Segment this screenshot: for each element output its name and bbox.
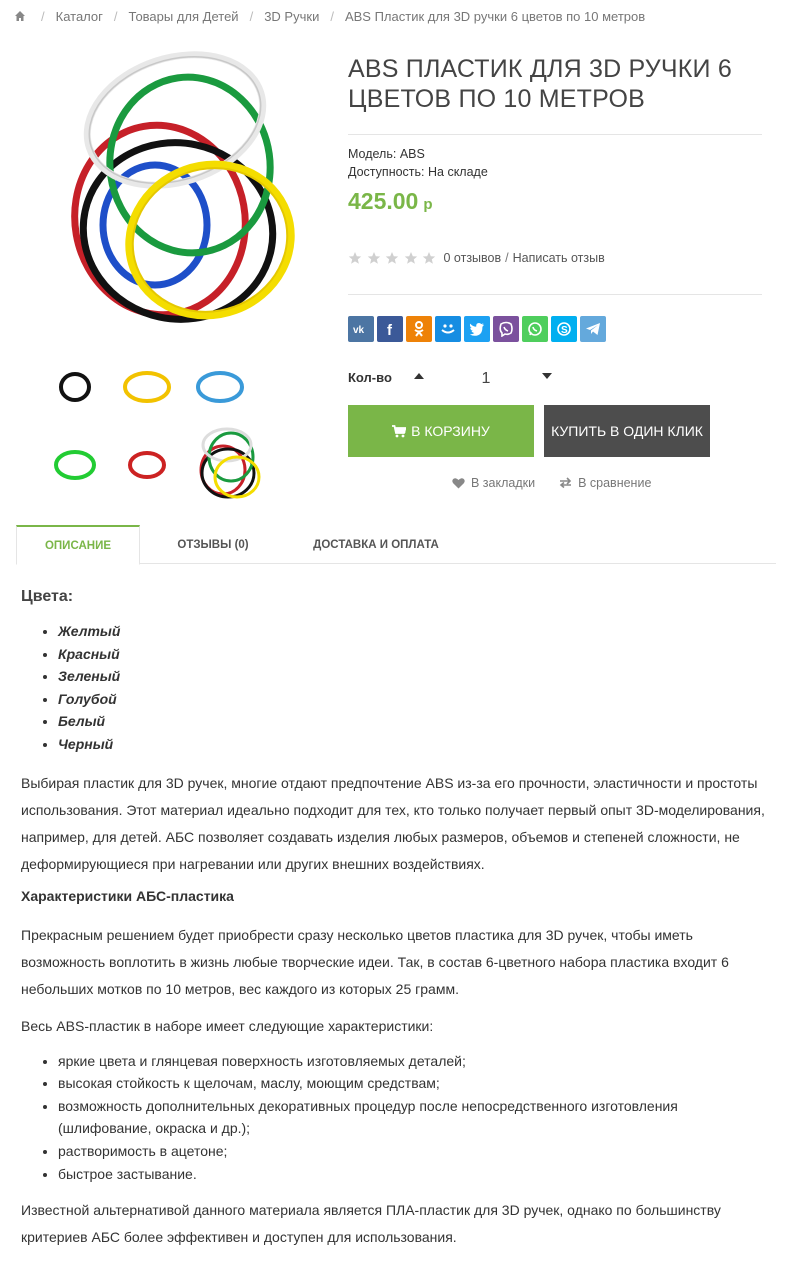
star-icon bbox=[404, 251, 418, 265]
thumbnail-black[interactable] bbox=[40, 352, 110, 422]
viber-icon bbox=[498, 321, 514, 337]
divider bbox=[348, 134, 762, 135]
product-main-image[interactable] bbox=[50, 45, 299, 330]
quantity-increase-icon[interactable] bbox=[410, 368, 428, 384]
tab-delivery[interactable]: ДОСТАВКА И ОПЛАТА bbox=[313, 538, 439, 551]
breadcrumb-3d-pens[interactable]: 3D Ручки bbox=[264, 8, 320, 24]
home-icon[interactable] bbox=[14, 10, 26, 22]
availability-label: Доступность: bbox=[348, 165, 425, 179]
breadcrumb-separator: / bbox=[249, 8, 254, 24]
description-paragraph: Выбирая пластик для 3D ручек, многие отдают предпочтение ABS из-за его прочности, эластичности и простоты использования. Этот материал идеально подходит для тех, кто только получает первый опыт 3D-моделирования, например, для детей. АБС позволяет создавать изделия любых размеров, объемов и степеней сложности, не деформирующиеся при нагревании или других внешних воздействиях. bbox=[21, 774, 765, 872]
star-icon bbox=[367, 251, 381, 265]
description-content bbox=[21, 588, 771, 1261]
breadcrumb bbox=[14, 6, 645, 26]
list-item: • Желтый bbox=[58, 620, 771, 643]
buy-one-click-button[interactable] bbox=[544, 405, 710, 457]
breadcrumb-kids[interactable]: Товары для Детей bbox=[128, 8, 239, 24]
vk-icon bbox=[353, 324, 369, 334]
description-paragraph: Известной альтернативой данного материала является ПЛА-пластик для 3D ручек, однако по большинству критериев АБС более эффективен и доступен для использования. bbox=[21, 1202, 721, 1246]
star-icon bbox=[348, 251, 362, 265]
share-telegram-button[interactable] bbox=[580, 316, 606, 342]
svg-text:f: f bbox=[387, 322, 392, 337]
price-currency: р bbox=[423, 196, 433, 213]
quantity-input[interactable] bbox=[460, 366, 512, 392]
rating bbox=[348, 251, 605, 265]
share-odnoklassniki-button[interactable] bbox=[406, 316, 432, 342]
list-item: • высокая стойкость к щелочам, маслу, моющим средствам; bbox=[58, 1072, 771, 1095]
availability-value: На складе bbox=[428, 165, 488, 179]
thumbnail-green[interactable] bbox=[40, 430, 110, 500]
share-vk-button[interactable] bbox=[348, 316, 374, 342]
list-item: • Голубой bbox=[58, 688, 771, 711]
share-viber-button[interactable] bbox=[493, 316, 519, 342]
add-to-cart-button[interactable] bbox=[348, 405, 534, 457]
description-paragraph: Прекрасным решением будет приобрести сразу несколько цветов пластика для 3D ручек, чтобы иметь возможность воплотить в жизнь любые творческие идеи. Так, в состав 6-цветного набора пластика входит 6 небольших мотков по 10 метров, вес каждого из которых 25 грамм. bbox=[21, 926, 729, 997]
heart-icon bbox=[452, 477, 465, 489]
star-icon bbox=[385, 251, 399, 265]
colors-list bbox=[58, 620, 771, 756]
share-skype-button[interactable] bbox=[551, 316, 577, 342]
share-twitter-button[interactable] bbox=[464, 316, 490, 342]
svg-text:S: S bbox=[561, 325, 568, 336]
star-icon bbox=[422, 251, 436, 265]
buy-one-click-label: КУПИТЬ В ОДИН КЛИК bbox=[551, 423, 703, 439]
compare-label: В сравнение bbox=[578, 476, 652, 490]
list-item: • растворимость в ацетоне; bbox=[58, 1140, 771, 1163]
price bbox=[348, 188, 433, 215]
moimir-icon bbox=[440, 322, 456, 336]
facebook-icon bbox=[385, 321, 395, 337]
wishlist-link[interactable] bbox=[452, 476, 535, 490]
thumbnail-yellow[interactable] bbox=[112, 352, 182, 422]
whatsapp-icon bbox=[527, 321, 543, 337]
thumbnail-set[interactable] bbox=[193, 428, 263, 498]
write-review-link[interactable]: Написать отзыв bbox=[512, 251, 605, 265]
odnoklassniki-icon bbox=[413, 321, 425, 337]
share-whatsapp-button[interactable] bbox=[522, 316, 548, 342]
reviews-count-link[interactable]: 0 отзывов bbox=[443, 251, 502, 265]
tab-description[interactable]: ОПИСАНИЕ bbox=[16, 525, 140, 565]
tab-reviews[interactable]: ОТЗЫВЫ (0) bbox=[177, 538, 249, 551]
product-title: ABS ПЛАСТИК ДЛЯ 3D РУЧКИ 6 ЦВЕТОВ ПО 10 МЕТРОВ bbox=[348, 55, 732, 113]
divider bbox=[348, 294, 762, 295]
compare-icon bbox=[559, 477, 572, 489]
add-to-cart-label: В КОРЗИНУ bbox=[411, 423, 490, 439]
list-item: • Черный bbox=[58, 733, 771, 756]
extra-links bbox=[452, 476, 651, 490]
product-tabs bbox=[16, 525, 776, 564]
model-value: ABS bbox=[399, 147, 425, 161]
model-row bbox=[348, 147, 425, 161]
breadcrumb-separator: / bbox=[41, 8, 45, 24]
list-item: • Белый bbox=[58, 710, 771, 733]
model-label: Модель: bbox=[348, 147, 397, 161]
properties-list bbox=[58, 1050, 771, 1186]
availability-row bbox=[348, 165, 488, 179]
cart-icon bbox=[392, 425, 406, 438]
breadcrumb-catalog[interactable]: Каталог bbox=[55, 8, 103, 24]
quantity-label: Кол-во bbox=[348, 370, 392, 385]
list-item: • возможность дополнительных декоративных процедур после непосредственного изготовления (шлифование, окраска и др.); bbox=[58, 1095, 771, 1140]
list-item: • быстрое застывание. bbox=[58, 1163, 771, 1186]
thumbnail-red[interactable] bbox=[112, 430, 182, 500]
share-facebook-button[interactable] bbox=[377, 316, 403, 342]
share-moimir-button[interactable] bbox=[435, 316, 461, 342]
telegram-icon bbox=[585, 322, 601, 336]
colors-heading: Цвета: bbox=[21, 588, 74, 605]
breadcrumb-separator: / bbox=[330, 8, 334, 24]
wishlist-label: В закладки bbox=[471, 476, 536, 490]
features-heading: Характеристики АБС-пластика bbox=[21, 887, 234, 904]
svg-text:vk: vk bbox=[353, 325, 365, 334]
compare-link[interactable] bbox=[559, 476, 651, 490]
breadcrumb-separator: / bbox=[113, 8, 118, 24]
quantity-decrease-icon[interactable] bbox=[538, 368, 556, 384]
twitter-icon bbox=[469, 322, 485, 336]
price-value: 425.00 bbox=[348, 188, 419, 214]
list-item: • Красный bbox=[58, 643, 771, 666]
share-buttons bbox=[348, 316, 606, 342]
skype-icon bbox=[556, 321, 572, 337]
thumbnail-blue[interactable] bbox=[185, 352, 255, 422]
list-item: • Зеленый bbox=[58, 665, 771, 688]
list-item: • яркие цвета и глянцевая поверхность изготовляемых деталей; bbox=[58, 1050, 771, 1073]
breadcrumb-current: ABS Пластик для 3D ручки 6 цветов по 10 метров bbox=[344, 8, 646, 24]
description-paragraph: Весь ABS-пластик в наборе имеет следующие характеристики: bbox=[21, 1017, 434, 1034]
separator: / bbox=[505, 251, 509, 265]
